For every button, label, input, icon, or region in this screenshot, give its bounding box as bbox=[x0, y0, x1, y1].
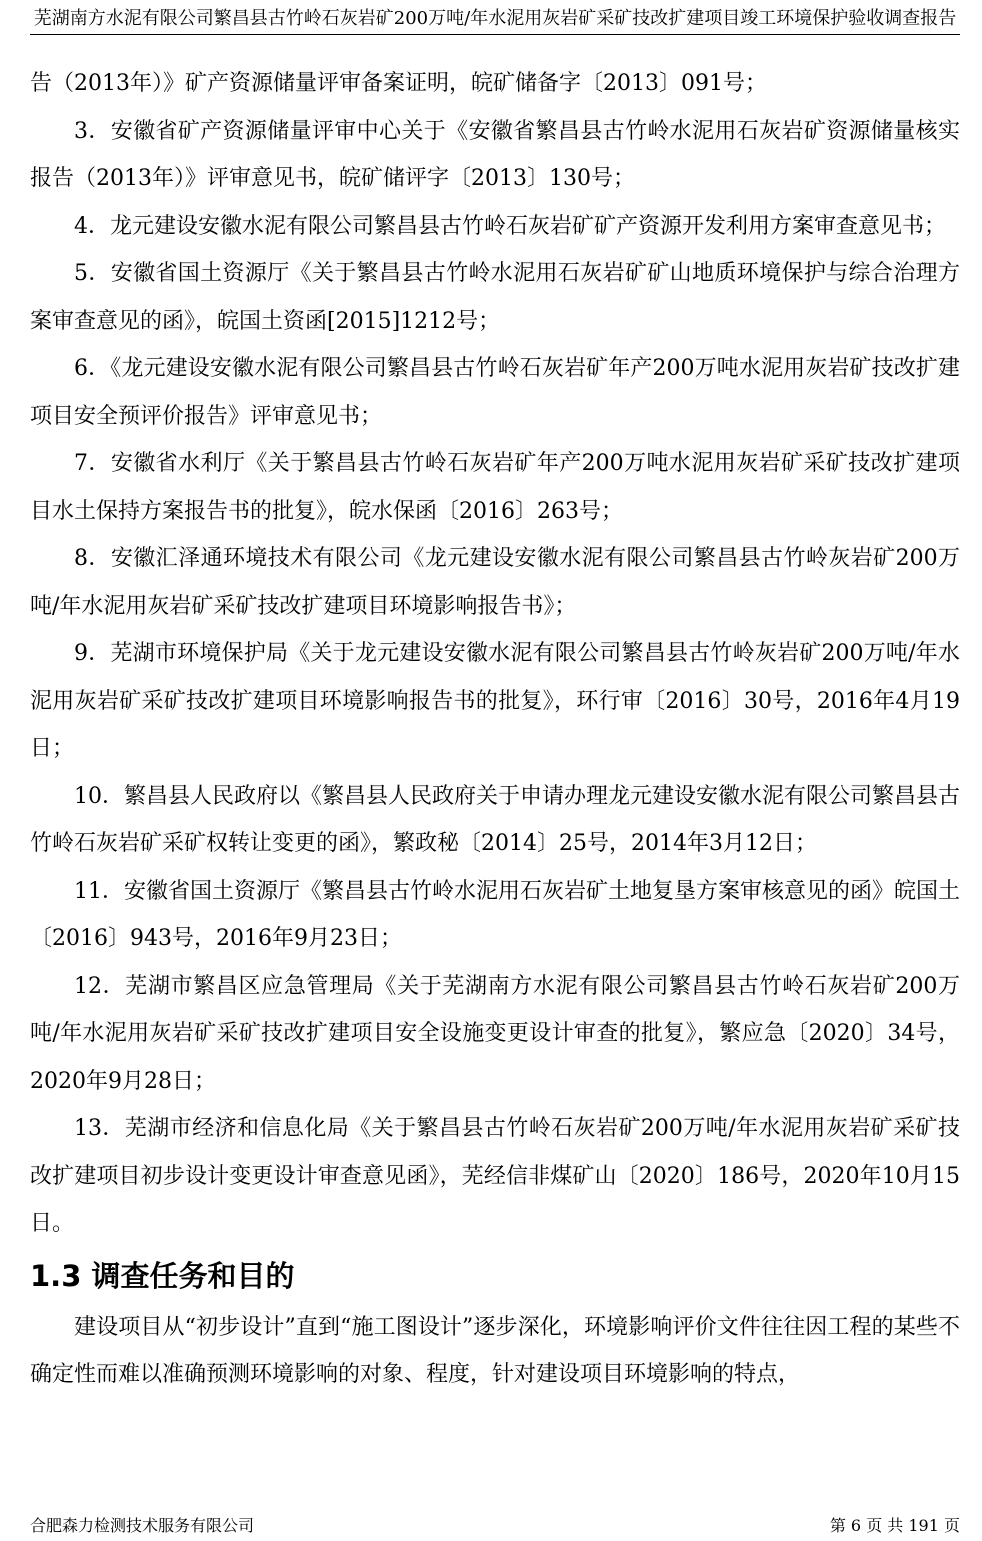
reference-item: 8．安徽汇泽通环境技术有限公司《龙元建设安徽水泥有限公司繁昌县古竹岭灰岩矿200万吨/年水泥用灰岩矿采矿技改扩建项目环境影响报告书》； bbox=[30, 546, 960, 619]
reference-item: 9．芜湖市环境保护局《关于龙元建设安徽水泥有限公司繁昌县古竹岭灰岩矿200万吨/年水泥用灰岩矿采矿技改扩建项目环境影响报告书的批复》，环行审〔2016〕30号，2016年4月19日； bbox=[30, 641, 960, 761]
reference-item: 13．芜湖市经济和信息化局《关于繁昌县古竹岭石灰岩矿200万吨/年水泥用灰岩矿采矿技改扩建项目初步设计变更设计审查意见函》，芜经信非煤矿山〔2020〕186号，2020年10月15日。 bbox=[30, 1116, 960, 1236]
reference-item: 12．芜湖市繁昌区应急管理局《关于芜湖南方水泥有限公司繁昌县古竹岭石灰岩矿200万吨/年水泥用灰岩矿采矿技改扩建项目安全设施变更设计审查的批复》，繁应急〔2020〕34号，2020年9月28日； bbox=[30, 973, 960, 1094]
reference-item: 6．《龙元建设安徽水泥有限公司繁昌县古竹岭石灰岩矿年产200万吨水泥用灰岩矿技改扩建项目安全预评价报告》评审意见书； bbox=[30, 356, 960, 429]
page-header bbox=[30, 6, 960, 35]
reference-item: 10．繁昌县人民政府以《繁昌县人民政府关于申请办理龙元建设安徽水泥有限公司繁昌县古竹岭石灰岩矿采矿权转让变更的函》，繁政秘〔2014〕25号，2014年3月12日； bbox=[30, 783, 960, 856]
reference-item: 7．安徽省水利厅《关于繁昌县古竹岭石灰岩矿年产200万吨水泥用灰岩矿采矿技改扩建项目水土保持方案报告书的批复》，皖水保函〔2016〕263号； bbox=[30, 451, 960, 524]
reference-item: 4．龙元建设安徽水泥有限公司繁昌县古竹岭石灰岩矿矿产资源开发利用方案审查意见书； bbox=[74, 213, 947, 239]
section-heading: 1.3 调查任务和目的 bbox=[30, 1258, 295, 1293]
reference-item: 告（2013年）》矿产资源储量评审备案证明，皖矿储备字〔2013〕091号； bbox=[30, 71, 767, 96]
document-body bbox=[30, 60, 960, 1399]
reference-item: 5．安徽省国土资源厅《关于繁昌县古竹岭水泥用石灰岩矿矿山地质环境保护与综合治理方案审查意见的函》，皖国土资函[2015]1212号； bbox=[30, 261, 960, 334]
footer-page-number: 第 6 页 共 191 页 bbox=[829, 1516, 960, 1535]
section-paragraph: 建设项目从“初步设计”直到“施工图设计”逐步深化，环境影响评价文件往往因工程的某些不确定性而难以准确预测环境影响的对象、程度，针对建设项目环境影响的特点， bbox=[30, 1314, 960, 1387]
page-footer bbox=[30, 1515, 960, 1537]
reference-item: 11．安徽省国土资源厅《繁昌县古竹岭水泥用石灰岩矿土地复垦方案审核意见的函》皖国土〔2016〕943号，2016年9月23日； bbox=[30, 878, 960, 951]
reference-item: 3．安徽省矿产资源储量评审中心关于《安徽省繁昌县古竹岭水泥用石灰岩矿资源储量核实报告（2013年）》评审意见书，皖矿储评字〔2013〕130号； bbox=[30, 118, 960, 191]
footer-company: 合肥森力检测技术服务有限公司 bbox=[30, 1516, 255, 1535]
header-title: 芜湖南方水泥有限公司繁昌县古竹岭石灰岩矿200万吨/年水泥用灰岩矿采矿技改扩建项目竣工环境保护验收调查报告 bbox=[33, 8, 957, 29]
